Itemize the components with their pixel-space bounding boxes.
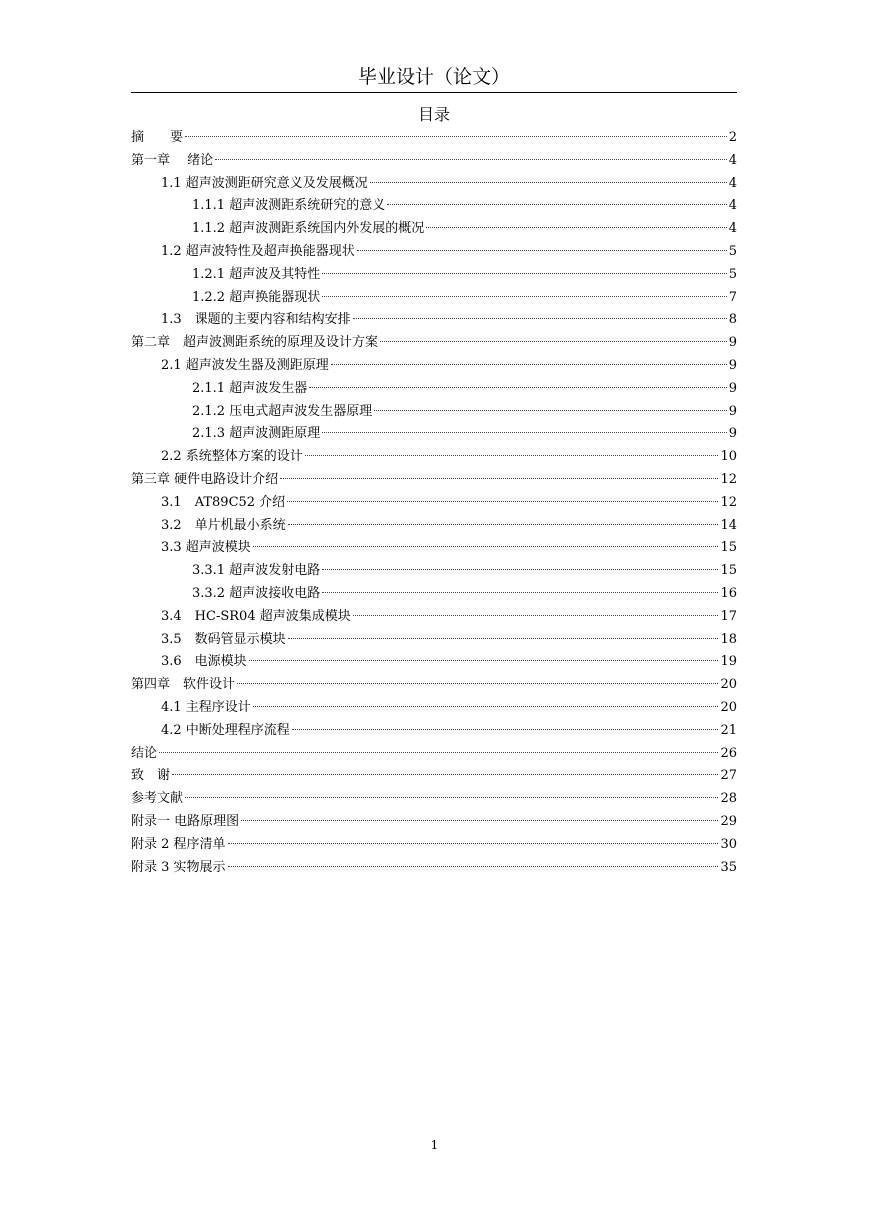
toc-dot-leader xyxy=(374,410,727,411)
toc-entry-label: 1.1.1 超声波测距系统研究的意义 xyxy=(192,198,386,214)
table-of-contents xyxy=(131,127,737,879)
toc-dot-leader xyxy=(322,432,727,433)
toc-entry-page: 10 xyxy=(720,449,737,465)
toc-entry-page: 16 xyxy=(720,585,737,601)
toc-entry[interactable] xyxy=(131,606,737,629)
toc-dot-leader xyxy=(159,752,718,753)
toc-entry-label: 1.1 超声波测距研究意义及发展概况 xyxy=(161,175,368,191)
toc-entry[interactable] xyxy=(131,446,737,469)
toc-dot-leader xyxy=(253,706,719,707)
toc-entry-label: 摘 要 xyxy=(131,130,184,145)
toc-dot-leader xyxy=(172,774,718,775)
toc-entry[interactable] xyxy=(131,355,737,378)
toc-title: 目录 xyxy=(417,105,450,124)
toc-entry-page: 27 xyxy=(720,768,737,784)
toc-entry[interactable] xyxy=(131,241,737,264)
toc-entry-label: 1.3 课题的主要内容和结构安排 xyxy=(161,312,351,328)
toc-entry[interactable] xyxy=(131,332,737,355)
toc-entry-label: 附录 3 实物展示 xyxy=(131,859,226,875)
toc-entry-label: 附录一 电路原理图 xyxy=(131,813,240,829)
toc-entry-page: 26 xyxy=(720,745,737,761)
toc-entry-label: 4.1 主程序设计 xyxy=(161,699,251,715)
toc-entry[interactable] xyxy=(131,674,737,697)
toc-entry-label: 致 谢 xyxy=(131,768,171,784)
toc-entry[interactable] xyxy=(131,583,737,606)
toc-entry-page: 9 xyxy=(728,426,737,442)
toc-entry-page: 20 xyxy=(720,699,737,715)
toc-entry[interactable] xyxy=(131,423,737,446)
toc-entry-label: 4.2 中断处理程序流程 xyxy=(161,722,290,738)
toc-entry-page: 28 xyxy=(720,791,737,807)
toc-dot-leader xyxy=(309,387,727,388)
toc-entry[interactable] xyxy=(131,127,737,150)
toc-entry-label: 3.3 超声波模块 xyxy=(161,540,251,556)
toc-entry-page: 4 xyxy=(728,198,737,214)
toc-entry-page: 21 xyxy=(720,722,737,738)
toc-entry-label: 2.1.3 超声波测距原理 xyxy=(192,426,321,442)
toc-dot-leader xyxy=(387,204,727,205)
toc-entry-page: 17 xyxy=(720,608,737,624)
toc-dot-leader xyxy=(237,683,718,684)
toc-entry-page: 7 xyxy=(728,289,737,305)
toc-dot-leader xyxy=(353,615,719,616)
toc-entry-page: 4 xyxy=(728,221,737,237)
toc-dot-leader xyxy=(280,478,718,479)
toc-entry-label: 第四章 软件设计 xyxy=(131,677,236,693)
toc-dot-leader xyxy=(185,136,727,137)
toc-entry-label: 2.1.1 超声波发生器 xyxy=(192,380,308,396)
toc-entry-label: 3.6 电源模块 xyxy=(161,654,247,670)
toc-dot-leader xyxy=(322,569,718,570)
toc-entry-page: 9 xyxy=(728,380,737,396)
toc-entry[interactable] xyxy=(131,492,737,515)
toc-dot-leader xyxy=(305,455,719,456)
toc-dot-leader xyxy=(228,866,719,867)
toc-entry[interactable] xyxy=(131,537,737,560)
toc-entry-label: 第一章 绪论 xyxy=(131,152,214,168)
toc-entry[interactable] xyxy=(131,287,737,310)
toc-entry[interactable] xyxy=(131,264,737,287)
toc-entry[interactable] xyxy=(131,309,737,332)
toc-entry-label: 3.5 数码管显示模块 xyxy=(161,631,286,647)
toc-entry[interactable] xyxy=(131,401,737,424)
toc-entry[interactable] xyxy=(131,629,737,652)
toc-entry-page: 14 xyxy=(720,517,737,533)
toc-entry[interactable] xyxy=(131,378,737,401)
toc-entry-page: 30 xyxy=(720,836,737,852)
toc-entry[interactable] xyxy=(131,765,737,788)
toc-entry-page: 18 xyxy=(720,631,737,647)
toc-dot-leader xyxy=(249,660,719,661)
toc-entry-page: 8 xyxy=(728,312,737,328)
toc-entry-label: 3.4 HC-SR04 超声波集成模块 xyxy=(161,608,351,624)
toc-dot-leader xyxy=(353,318,727,319)
toc-entry-page: 12 xyxy=(720,471,737,487)
toc-entry-page: 15 xyxy=(720,540,737,556)
toc-dot-leader xyxy=(370,182,727,183)
toc-entry-label: 第三章 硬件电路设计介绍 xyxy=(131,471,279,487)
toc-dot-leader xyxy=(322,273,727,274)
toc-dot-leader xyxy=(241,820,718,821)
toc-entry[interactable] xyxy=(131,173,737,196)
toc-entry[interactable] xyxy=(131,218,737,241)
toc-entry-label: 1.2.1 超声波及其特性 xyxy=(192,266,321,282)
toc-entry[interactable] xyxy=(131,743,737,766)
toc-entry-page: 9 xyxy=(728,403,737,419)
toc-entry-label: 2.1 超声波发生器及测距原理 xyxy=(161,357,329,373)
toc-dot-leader xyxy=(292,729,719,730)
toc-entry-label: 附录 2 程序清单 xyxy=(131,836,226,852)
toc-entry-label: 结论 xyxy=(131,745,158,761)
toc-entry[interactable] xyxy=(131,150,737,173)
toc-entry-label: 1.2 超声波特性及超声换能器现状 xyxy=(161,243,355,259)
toc-entry-label: 1.2.2 超声换能器现状 xyxy=(192,289,321,305)
toc-dot-leader xyxy=(288,638,719,639)
toc-dot-leader xyxy=(228,843,719,844)
toc-entry-page: 19 xyxy=(720,654,737,670)
toc-dot-leader xyxy=(288,524,719,525)
toc-entry-page: 5 xyxy=(728,266,737,282)
toc-entry[interactable] xyxy=(131,195,737,218)
toc-entry-page: 29 xyxy=(720,813,737,829)
header-title: 毕业设计（论文） xyxy=(357,66,510,88)
toc-dot-leader xyxy=(185,797,718,798)
toc-dot-leader xyxy=(331,364,727,365)
toc-entry[interactable] xyxy=(131,560,737,583)
toc-dot-leader xyxy=(380,341,727,342)
toc-dot-leader xyxy=(322,592,718,593)
toc-entry-page: 35 xyxy=(720,859,737,875)
toc-entry[interactable] xyxy=(131,811,737,834)
toc-entry[interactable] xyxy=(131,515,737,538)
toc-entry[interactable] xyxy=(131,469,737,492)
toc-dot-leader xyxy=(253,546,719,547)
toc-dot-leader xyxy=(357,250,727,251)
toc-dot-leader xyxy=(215,159,727,160)
toc-entry-page: 5 xyxy=(728,243,737,259)
toc-entry[interactable] xyxy=(131,788,737,811)
toc-entry-page: 9 xyxy=(728,357,737,373)
toc-entry-label: 第二章 超声波测距系统的原理及设计方案 xyxy=(131,335,379,351)
toc-entry-page: 2 xyxy=(728,130,737,145)
toc-entry-label: 3.3.2 超声波接收电路 xyxy=(192,585,321,601)
toc-entry[interactable] xyxy=(131,857,737,880)
page-number: 1 xyxy=(430,1138,439,1152)
toc-entry-page: 20 xyxy=(720,677,737,693)
toc-dot-leader xyxy=(426,227,727,228)
toc-entry-page: 4 xyxy=(728,175,737,191)
page-header xyxy=(131,62,737,93)
toc-dot-leader xyxy=(322,296,727,297)
toc-entry-label: 参考文献 xyxy=(131,791,184,807)
toc-entry-page: 4 xyxy=(728,152,737,168)
toc-entry-label: 1.1.2 超声波测距系统国内外发展的概况 xyxy=(192,221,425,237)
toc-entry[interactable] xyxy=(131,834,737,857)
toc-entry-label: 2.1.2 压电式超声波发生器原理 xyxy=(192,403,373,419)
toc-entry-label: 3.2 单片机最小系统 xyxy=(161,517,286,533)
toc-entry-page: 15 xyxy=(720,563,737,579)
toc-entry[interactable] xyxy=(131,651,737,674)
toc-entry-label: 3.1 AT89C52 介绍 xyxy=(161,494,286,510)
toc-entry[interactable] xyxy=(131,697,737,720)
toc-dot-leader xyxy=(287,501,718,502)
toc-entry-label: 3.3.1 超声波发射电路 xyxy=(192,563,321,579)
toc-entry-label: 2.2 系统整体方案的设计 xyxy=(161,449,303,465)
toc-entry-page: 12 xyxy=(720,494,737,510)
toc-entry[interactable] xyxy=(131,720,737,743)
toc-entry-page: 9 xyxy=(728,335,737,351)
